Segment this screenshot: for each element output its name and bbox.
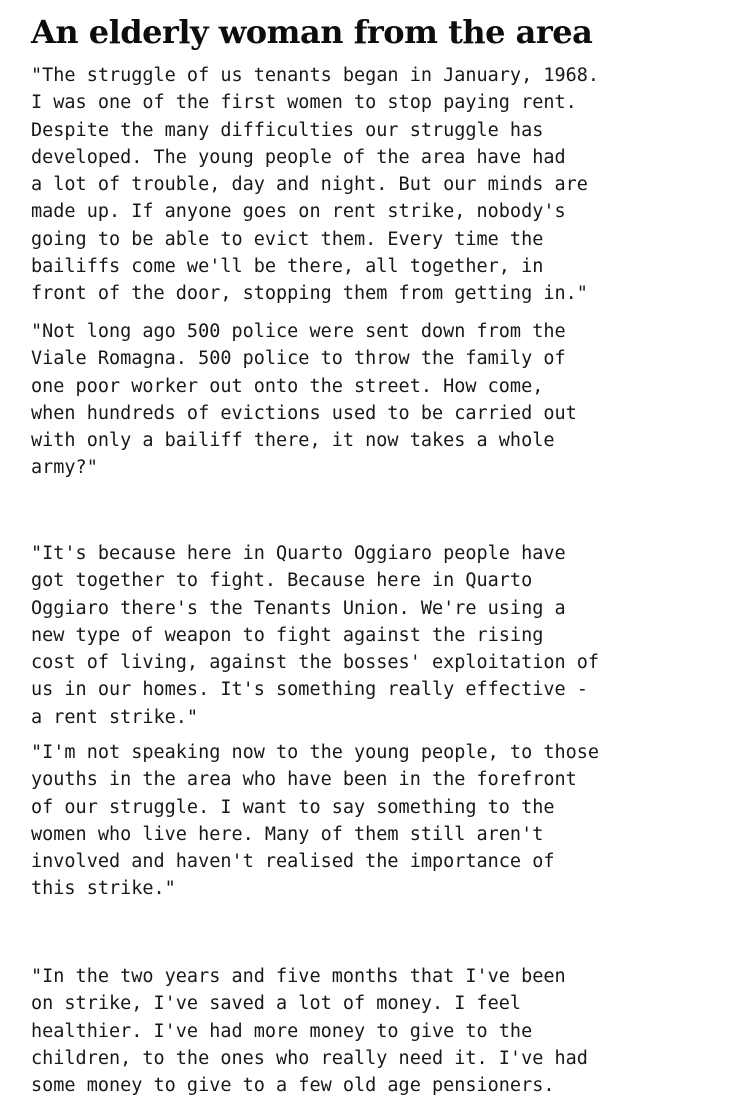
paragraph-1 bbox=[31, 62, 599, 308]
text-line: youths in the area who have been in the forefront bbox=[31, 769, 577, 791]
text-line: made up. If anyone goes on rent strike, nobody's bbox=[31, 201, 566, 223]
text-line: going to be able to evict them. Every time the bbox=[31, 228, 544, 250]
text-line: a rent strike." bbox=[31, 706, 199, 728]
text-line: "The struggle of us tenants began in January, 1968. bbox=[31, 65, 600, 86]
text-line: one poor worker out onto the street. How come, bbox=[31, 375, 544, 397]
text-line: healthier. I've had more money to give to the bbox=[31, 1020, 533, 1042]
text-line: of our struggle. I want to say something to the bbox=[31, 796, 555, 818]
text-line: a lot of trouble, day and night. But our minds are bbox=[31, 174, 588, 196]
text-line: when hundreds of evictions used to be carried out bbox=[31, 402, 577, 424]
text-line: "It's because here in Quarto Oggiaro people have bbox=[31, 543, 566, 564]
text-line: involved and haven't realised the importance of bbox=[31, 851, 555, 873]
text-line: this strike." bbox=[31, 878, 176, 900]
text-line: I was one of the first women to stop paying rent. bbox=[31, 92, 577, 114]
text-line: some money to give to a few old age pensioners. bbox=[31, 1075, 555, 1097]
text-line: Oggiaro there's the Tenants Union. We're using a bbox=[31, 597, 566, 619]
text-line: on strike, I've saved a lot of money. I feel bbox=[31, 993, 522, 1015]
paragraph-3 bbox=[31, 540, 599, 731]
text-line: bailiffs come we'll be there, all together, in bbox=[31, 256, 544, 278]
text-line: "Not long ago 500 police were sent down from the bbox=[31, 321, 566, 342]
text-line: cost of living, against the bosses' exploitation of bbox=[31, 652, 600, 674]
text-line: us in our homes. It's something really effective - bbox=[31, 679, 588, 701]
text-line: Viale Romagna. 500 police to throw the family of bbox=[31, 348, 566, 370]
text-line: Despite the many difficulties our struggle has bbox=[31, 119, 544, 141]
paragraph-5 bbox=[31, 963, 588, 1099]
text-line: new type of weapon to fight against the rising bbox=[31, 624, 544, 646]
text-line: army?" bbox=[31, 457, 98, 479]
text-line: "In the two years and five months that I've been bbox=[31, 966, 566, 987]
page-title: An elderly woman from the area bbox=[31, 13, 593, 51]
text-line: front of the door, stopping them from getting in." bbox=[31, 283, 588, 305]
text-line: with only a bailiff there, it now takes a whole bbox=[31, 430, 555, 452]
text-line: children, to the ones who really need it. I've had bbox=[31, 1047, 588, 1069]
paragraph-2 bbox=[31, 318, 577, 482]
paragraph-4 bbox=[31, 739, 599, 903]
text-line: women who live here. Many of them still aren't bbox=[31, 823, 544, 845]
text-line: got together to fight. Because here in Quarto bbox=[31, 570, 533, 592]
text-line: developed. The young people of the area have had bbox=[31, 146, 566, 168]
text-line: "I'm not speaking now to the young people, to those bbox=[31, 742, 600, 763]
